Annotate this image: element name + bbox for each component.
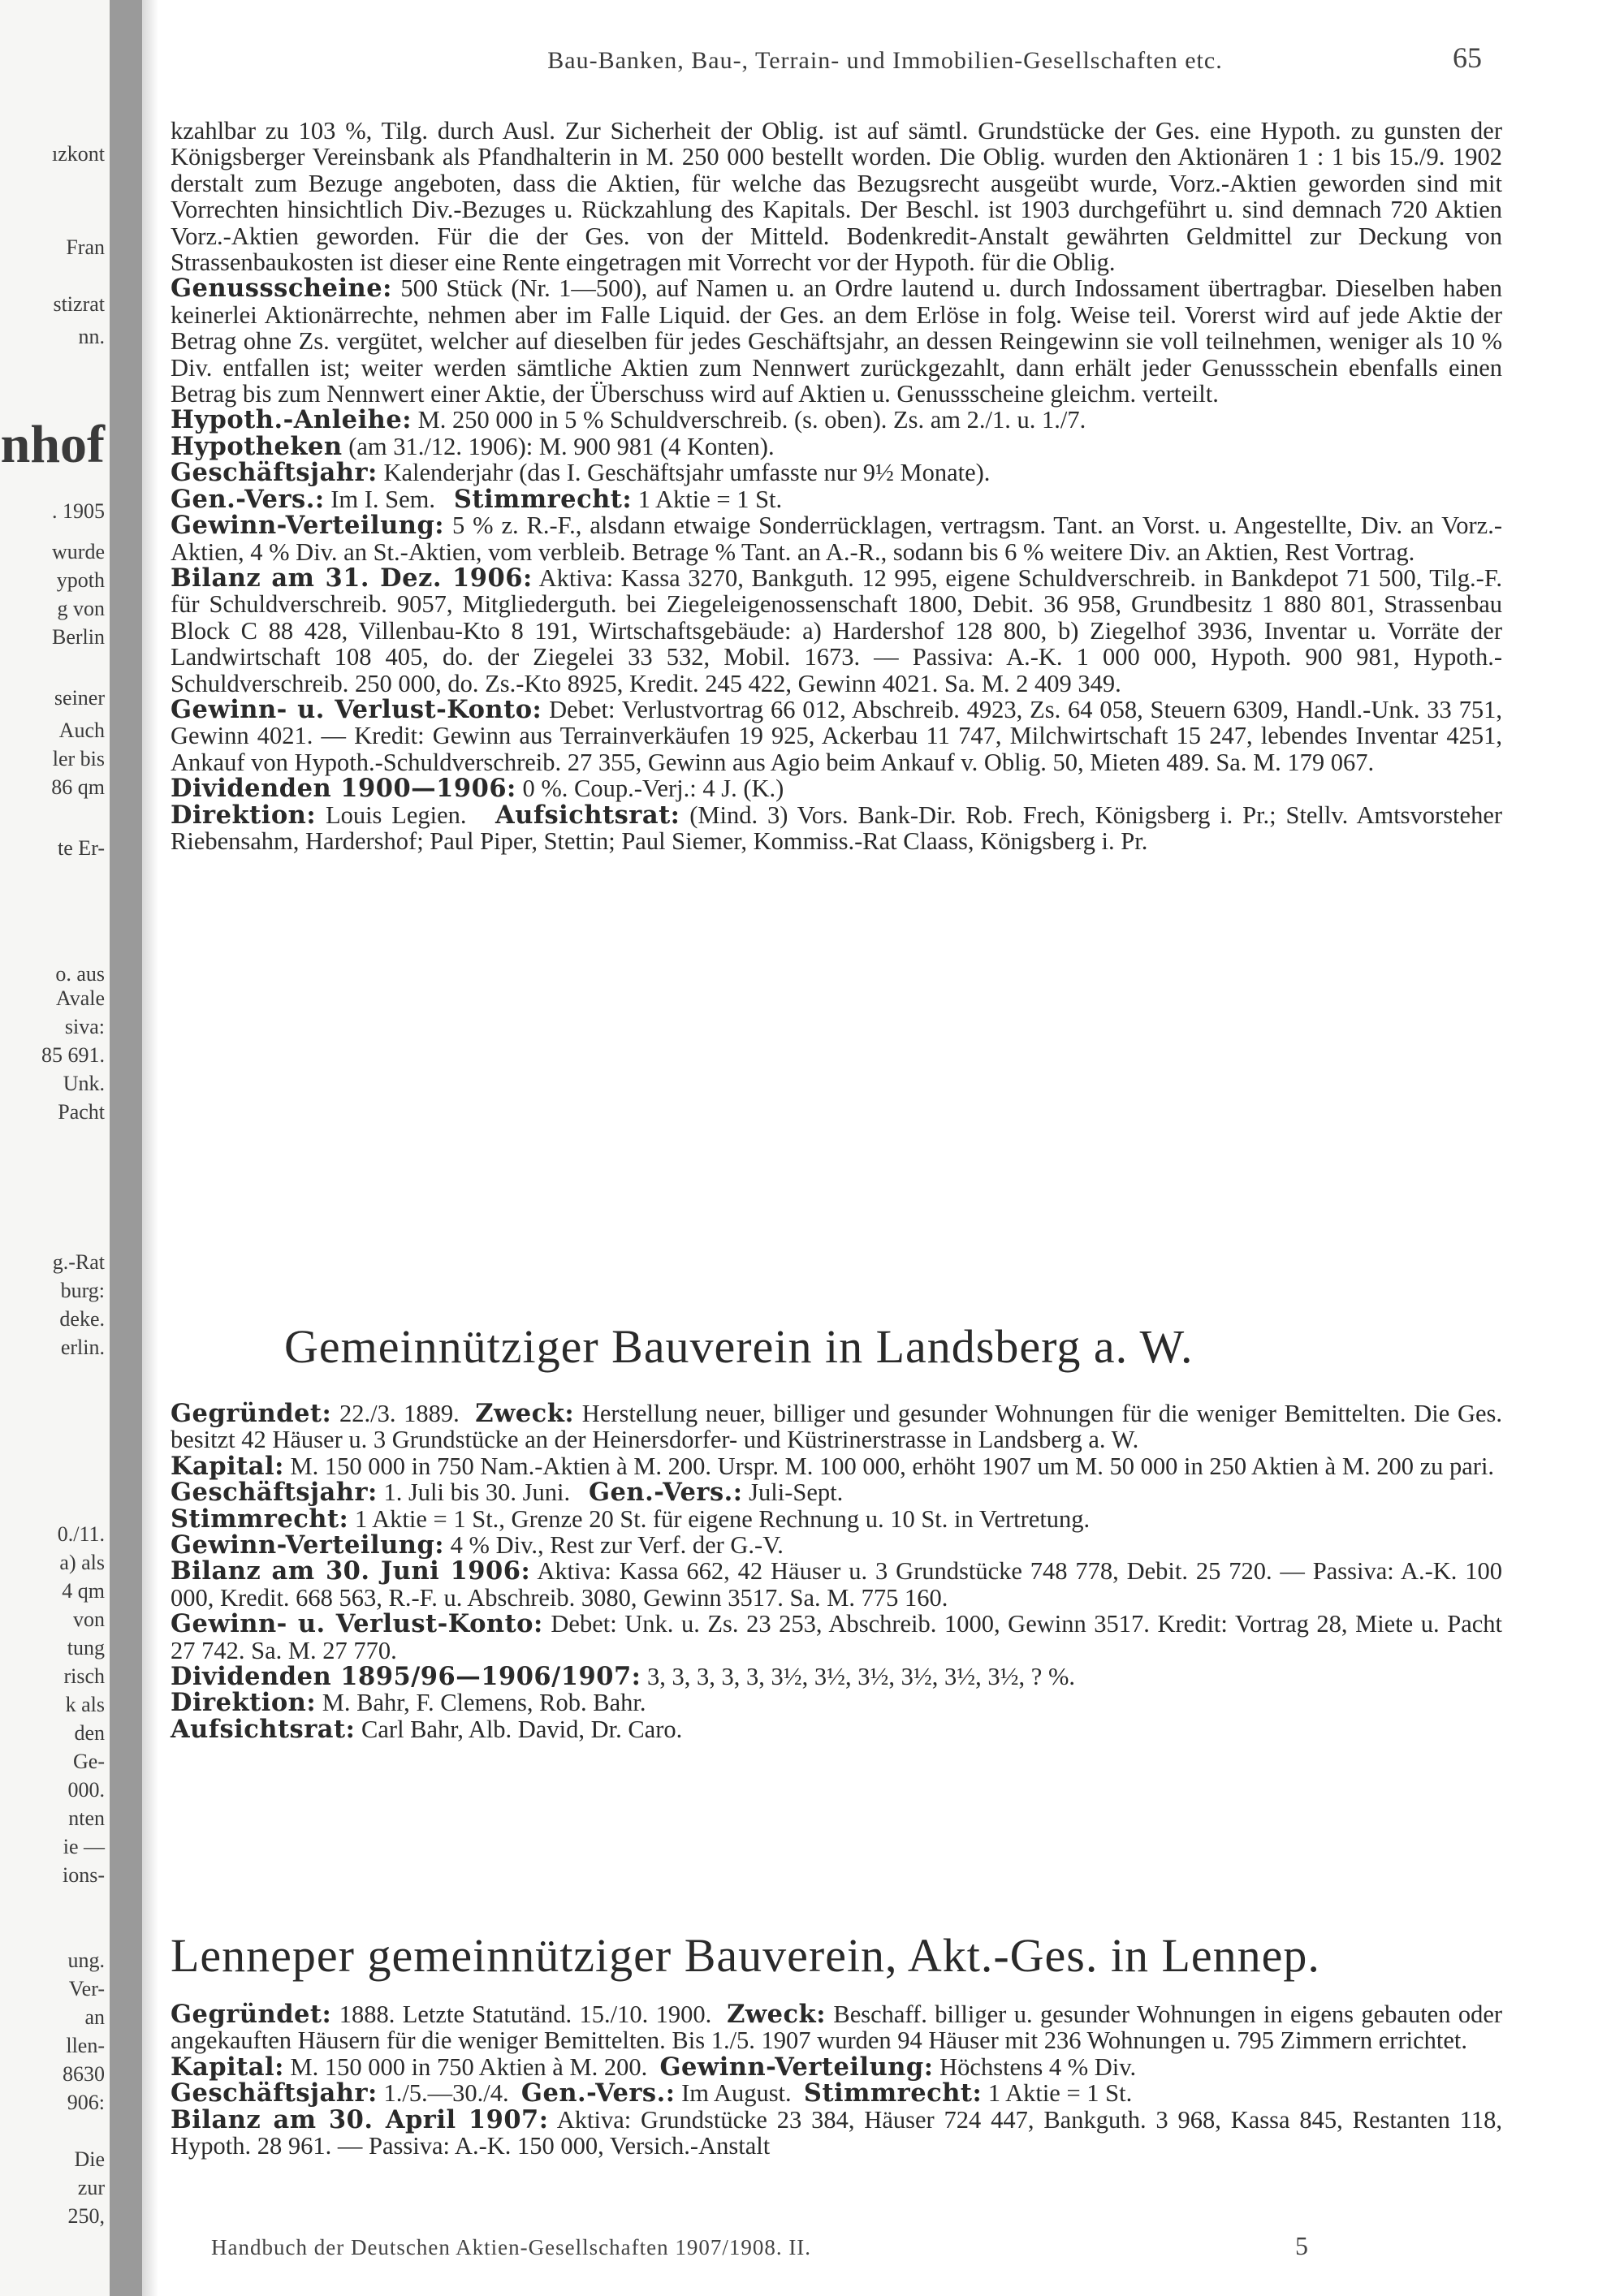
adjacent-page-fragment: a) als [59, 1551, 105, 1574]
field-value: Herstellung neuer, billiger und gesunder Wohnungen für die weniger Bemittelten. Die Ges. besitzt 42 Häuser u. 3 Grundstücke an der Heinersdorfer- und Küstrinerstrasse in Landsberg a. W. [171, 1400, 1503, 1454]
company-entry-landsberg [171, 1400, 1502, 1742]
adjacent-page-fragment: Auch [58, 719, 105, 742]
field-value: 3, 3, 3, 3, 3, 3½, 3½, 3½, 3½, 3½, 3½, ? %. [647, 1663, 1075, 1691]
entry-kapital-gewinn [171, 2054, 1502, 2080]
entry-genussscheine [171, 275, 1502, 407]
field-label: Gewinn- u. Verlust-Konto: [171, 1609, 543, 1639]
page-number: 65 [1453, 41, 1482, 74]
entry-geschaeftsjahr-genvers-stimmrecht [171, 2080, 1502, 2106]
book-gutter [110, 0, 142, 2296]
entry-kapital [171, 1453, 1502, 1479]
adjacent-page-fragment: seiner [54, 686, 105, 710]
running-head: Bau-Banken, Bau-, Terrain- und Immobilien-Gesellschaften etc. [547, 47, 1223, 74]
adjacent-page-fragment: ler bis [52, 747, 105, 770]
field-value: Höchstens 4 % Div. [939, 2052, 1137, 2081]
field-value: M. 150 000 in 750 Nam.-Aktien à M. 200. Urspr. M. 100 000, erhöht 1907 um M. 50 000 in 250 Aktien à M. 200 zu pari. [290, 1452, 1495, 1480]
adjacent-page-fragment: 250, [67, 2204, 105, 2228]
adjacent-page-fragment: ypoth [56, 568, 105, 592]
field-label: Bilanz am 31. Dez. 1906: [171, 563, 533, 593]
entry-gewinn-verteilung [171, 512, 1502, 565]
adjacent-page-fragment: den [74, 1721, 105, 1745]
entry-bilanz [171, 1558, 1502, 1611]
field-label: Gewinn-Verteilung: [171, 1530, 445, 1560]
adjacent-page-fragment: 8630 [63, 2062, 105, 2086]
field-label: Gen.-Vers.: [520, 2078, 676, 2108]
adjacent-page-fragment: te Er- [58, 836, 105, 860]
entry-direktion-aufsichtsrat [171, 802, 1502, 855]
field-value: 1888. Letzte Statutänd. 15./10. 1900. [339, 2000, 712, 2028]
field-label: Zweck: [475, 1399, 575, 1428]
entry-gewinn-verteilung [171, 1532, 1502, 1558]
adjacent-page-fragment: g von [57, 597, 105, 620]
field-value: Aktiva: Kassa 662, 42 Häuser u. 3 Grundstücke 748 778, Debit. 25 720. — Passiva: A.-K. 100 000, Kredit. 668 563, R.-F. u. Abschreib. 3080, Gewinn 3517. Sa. M. 775 160. [171, 1557, 1502, 1612]
field-label: Bilanz am 30. Juni 1906: [171, 1556, 531, 1586]
adjacent-page-fragment: Avale [55, 986, 105, 1010]
footer-signature: 5 [1295, 2231, 1308, 2260]
field-value: M. 150 000 in 750 Aktien à M. 200. [290, 2052, 648, 2081]
entry-stimmrecht [171, 1506, 1502, 1532]
entry-geschaeftsjahr-genvers [171, 1478, 1502, 1508]
field-label: Gegründet: [171, 2000, 332, 2029]
entry-gegruendet-zweck [171, 2001, 1502, 2054]
field-value: Aktiva: Kassa 3270, Bankguth. 12 995, eigene Schuldverschreib. in Bankdepot 71 500, Tilg.-F. für Schuldverschreib. 9057, Mitgliederguth. bei Ziegeleigenossenschaft 1800, Debit. 36 958, Grundbesitz 1 880 801, Strassenbau Block C 88 428, Villenbau-Kto 8 191, Wirtschaftsgebäude: a) Hardershof 128 800, b) Ziegelhof 3936, Inventar u. Vorräte der Landwirtschaft 108 405, do. der Ziegelei 33 532, Mobil. 1673. — Passiva: A.-K. 1 000 000, Hypoth. 900 981, Hypoth.-Schuldverschreib. 250 000, do. Zs.-Kto 8925, Kredit. 245 422, Gewinn 4021. Sa. M. 2 409 349. [171, 563, 1502, 697]
field-value: 22./3. 1889. [339, 1400, 460, 1427]
entry-dividenden [171, 774, 1502, 804]
field-value: Juli-Sept. [749, 1478, 844, 1507]
adjacent-page-fragment: ızkont [52, 142, 105, 166]
adjacent-page-fragment: 85 691. [41, 1043, 105, 1067]
adjacent-page-fragment: Ver- [68, 1977, 105, 2000]
field-value: 5 % z. R.-F., alsdann etwaige Sonderrücklagen, vertragsm. Tant. an Vorst. u. Angestellte, Div. an Vorz.-Aktien, 4 % Div. an St.-Aktien, vom verbleib. Betrage % Tant. an A.-R., sodann bis 6 % weitere Div. an Aktien, Rest Vortrag. [171, 511, 1502, 566]
field-value: (am 31./12. 1906): M. 900 981 (4 Konten). [348, 432, 775, 460]
adjacent-page-fragment: nhof [0, 415, 105, 474]
adjacent-page-fragment: Fran [66, 235, 105, 259]
field-value: Debet: Unk. u. Zs. 23 253, Abschreib. 1000, Gewinn 3517. Kredit: Vortrag 28, Miete u. Pacht 27 742. Sa. M. 27 770. [171, 1610, 1502, 1664]
field-label: Zweck: [727, 2000, 826, 2029]
field-label: Gewinn- u. Verlust-Konto: [171, 694, 542, 724]
field-value: 0 %. Coup.-Verj.: 4 J. (K.) [522, 775, 784, 803]
field-label: Geschäftsjahr: [171, 2078, 378, 2108]
company-title-lennep: Lenneper gemeinnütziger Bauverein, Akt.-Ges. in Lennep. [171, 1929, 1320, 1982]
field-value: 1./5.—30./4. [383, 2079, 509, 2108]
field-label: Aufsichtsrat: [495, 800, 680, 830]
adjacent-page-fragment: o. aus [55, 962, 105, 986]
entry-genvers-stimmrecht [171, 486, 1502, 512]
field-label: Gegründet: [171, 1399, 332, 1428]
entry-hypoth-anleihe [171, 407, 1502, 433]
gutter-shadow [142, 0, 158, 2296]
adjacent-page-fragment: risch [63, 1664, 105, 1688]
adjacent-page-fragment: Die [74, 2147, 105, 2171]
adjacent-page-fragment: Pacht [58, 1100, 105, 1124]
field-label: Direktion: [171, 1688, 317, 1718]
field-label: Gen.-Vers.: [171, 484, 325, 514]
field-value: Aktiva: Grundstücke 23 384, Häuser 724 447, Bankguth. 3 968, Kassa 845, Restanten 118, Hypoth. 28 961. — Passiva: A.-K. 150 000, Versich.-Anstalt [171, 2105, 1502, 2160]
adjacent-page-fragment: siva: [64, 1015, 105, 1038]
field-label: Dividenden 1895/96—1906/1907: [171, 1662, 641, 1692]
entry-aufsichtsrat [171, 1716, 1502, 1742]
field-label: Stimmrecht: [803, 2078, 983, 2108]
obligations-paragraph: kzahlbar zu 103 %, Tilg. durch Ausl. Zur Sicherheit der Oblig. ist auf sämtl. Grundstücke der Ges. eine Hypoth. zu gunsten der Königsberger Vereinsbank als Pfandhalterin in M. 250 000 bestellt worden. Die Oblig. wurden den Aktionären 1 : 1 bis 15./9. 1902 derstalt zum Bezuge angeboten, dass die Aktien, für welche das Bezugsrecht ausgeübt wurde, Vorz.-Aktien geworden sind mit Vorrechten hinsichtlich Div.-Bezuges u. Rückzahlung des Kapitals. Der Beschl. ist 1903 durchgeführt u. sind demnach 720 Aktien Vorz.-Aktien geworden. Für die der Ges. von der Mitteld. Bodenkredit-Anstalt gewährten Geldmittel zur Deckung von Strassenbaukosten ist dieser eine Rente eingetragen mit Vorrecht vor der Hypoth. für die Oblig. [171, 117, 1502, 277]
adjacent-page-fragment: . 1905 [52, 499, 105, 523]
field-label: Bilanz am 30. April 1907: [171, 2104, 549, 2134]
field-value: 4 % Div., Rest zur Verf. der G.-V. [450, 1531, 784, 1560]
field-label: Gewinn-Verteilung: [659, 2052, 934, 2082]
adjacent-page-fragment: llen- [66, 2034, 105, 2057]
field-value: Beschaff. billiger u. gesunder Wohnungen in eigens gebauten oder angekauften Häusern für die weniger Bemittelten. Bis 1./5. 1907 wurden 94 Häuser mit 236 Wohnungen u. 795 Zimmern errichtet. [171, 2000, 1503, 2055]
entry-gewinn-verlust [171, 1611, 1502, 1664]
adjacent-page-fragment: k als [65, 1693, 105, 1716]
field-label: Gen.-Vers.: [588, 1478, 743, 1508]
adjacent-page-fragment: Ge- [73, 1750, 105, 1773]
field-label: Stimmrecht: [453, 484, 633, 514]
field-value: Im I. Sem. [330, 485, 435, 513]
company-entry-lennep [171, 2001, 1502, 2159]
field-label: Gewinn-Verteilung: [171, 511, 445, 541]
field-value: 500 Stück (Nr. 1—500), auf Namen u. an Ordre lautend u. durch Indossament übertragbar. Dieselben haben keinerlei Aktionärrechte, nehmen aber im Falle Liquid. der Ges. an dem Erlöse in folg. Weise teil. Vorerst wird auf jede Aktie der Betrag ohne Zs. vergütet, welcher auf dieselben für jedes Geschäftsjahr, an dessen Reingewinn sie voll teilnehmen, weniger als 10 % Div. entfallen ist; weiter werden sämtliche Aktien zum Nennwert zurückgezahlt, dann erhält jeder Genussschein ebenfalls einen Betrag bis zum Nennwert einer Aktie, der Überschuss wird auf Aktien u. Genussscheine gleichm. verteilt. [171, 274, 1502, 408]
field-label: Genussscheine: [171, 274, 392, 304]
field-label: Hypotheken [171, 431, 343, 461]
adjacent-page-fragment: 000. [67, 1778, 105, 1802]
field-label: Kapital: [171, 2052, 284, 2082]
entry-geschaeftsjahr [171, 460, 1502, 486]
field-value: M. 250 000 in 5 % Schuldverschreib. (s. oben). Zs. am 2./1. u. 1./7. [417, 406, 1086, 434]
entry-dividenden [171, 1664, 1502, 1690]
adjacent-page-fragment: ung. [67, 1949, 105, 1972]
adjacent-page-fragment: deke. [59, 1307, 105, 1331]
field-value: 1 Aktie = 1 St., Grenze 20 St. für eigene Rechnung u. 10 St. in Vertretung. [354, 1504, 1091, 1533]
adjacent-page-fragment: Unk. [63, 1072, 105, 1095]
field-value: Im August. [681, 2079, 792, 2108]
adjacent-page-fragment: 906: [67, 2091, 105, 2114]
adjacent-page-fragment: g.-Rat [52, 1250, 105, 1274]
field-value: 1 Aktie = 1 St. [987, 2079, 1133, 2108]
field-label: Aufsichtsrat: [171, 1714, 356, 1744]
adjacent-page-fragment: stizrat [53, 292, 105, 316]
adjacent-page-fragment: erlin. [60, 1336, 105, 1359]
field-value: Louis Legien. [325, 801, 467, 829]
adjacent-page-fragment: ie — [63, 1835, 105, 1858]
adjacent-page-strip [0, 0, 110, 2296]
entry-bilanz [171, 2104, 1502, 2160]
field-label: Geschäftsjahr: [171, 1478, 378, 1508]
entry-direktion [171, 1690, 1502, 1716]
company-title-landsberg: Gemeinnütziger Bauverein in Landsberg a. W. [284, 1320, 1194, 1373]
adjacent-page-fragment: von [73, 1608, 105, 1631]
field-value: Carl Bahr, Alb. David, Dr. Caro. [361, 1715, 683, 1743]
field-label: Geschäftsjahr: [171, 458, 378, 488]
adjacent-page-fragment: 4 qm [62, 1579, 105, 1603]
entry-hypotheken [171, 431, 1502, 461]
field-value: M. Bahr, F. Clemens, Rob. Bahr. [322, 1689, 646, 1717]
field-label: Direktion: [171, 800, 317, 830]
adjacent-page-fragment: 0./11. [57, 1522, 105, 1546]
field-label: Hypoth.-Anleihe: [171, 405, 412, 435]
adjacent-page-fragment: tung [67, 1636, 105, 1659]
field-value: 1 Aktie = 1 St. [637, 485, 783, 513]
adjacent-page-fragment: an [84, 2005, 105, 2029]
field-value: 1. Juli bis 30. Juni. [383, 1478, 571, 1507]
adjacent-page-fragment: zur [77, 2176, 105, 2199]
document-page [162, 0, 1616, 2296]
adjacent-page-fragment: 86 qm [51, 775, 105, 799]
footer-publication: Handbuch der Deutschen Aktien-Gesellschaften 1907/1908. II. [211, 2235, 812, 2259]
adjacent-page-fragment: Berlin [52, 625, 105, 649]
adjacent-page-fragment: burg: [60, 1279, 105, 1302]
field-value: (Mind. 3) Vors. Bank-Dir. Rob. Frech, Königsberg i. Pr.; Stellv. Amtsvorsteher Riebensahm, Hardershof; Paul Piper, Stettin; Paul Siemer, Kommiss.-Rat Claass, Königsberg i. Pr. [171, 801, 1503, 855]
field-label: Kapital: [171, 1451, 284, 1481]
field-value: Kalenderjahr (das I. Geschäftsjahr umfasste nur 9½ Monate). [383, 459, 991, 487]
field-label: Stimmrecht: [171, 1504, 349, 1534]
adjacent-page-fragment: nn. [78, 325, 105, 348]
adjacent-page-fragment: ions- [63, 1863, 105, 1887]
entry-bilanz [171, 565, 1502, 697]
adjacent-page-fragment: nten [68, 1806, 105, 1830]
entry-gegruendet-zweck [171, 1400, 1502, 1453]
adjacent-page-fragment: wurde [52, 540, 105, 563]
field-value: Debet: Verlustvortrag 66 012, Abschreib. 4923, Zs. 64 058, Steuern 6309, Handl.-Unk. 33 751, Gewinn 4021. — Kredit: Gewinn aus Terrainverkäufen 19 925, Ackerbau 11 747, Milchwirtschaft 15 247, lebendes Inventar 4251, Ankauf von Hypoth.-Schuldverschreib. 27 355, Gewinn aus Agio beim Ankauf v. Oblig. 50, Mieten 489. Sa. M. 179 067. [171, 695, 1502, 776]
field-label: Dividenden 1900—1906: [171, 774, 516, 804]
company-entry-continued [171, 118, 1502, 854]
entry-gewinn-verlust [171, 694, 1502, 776]
